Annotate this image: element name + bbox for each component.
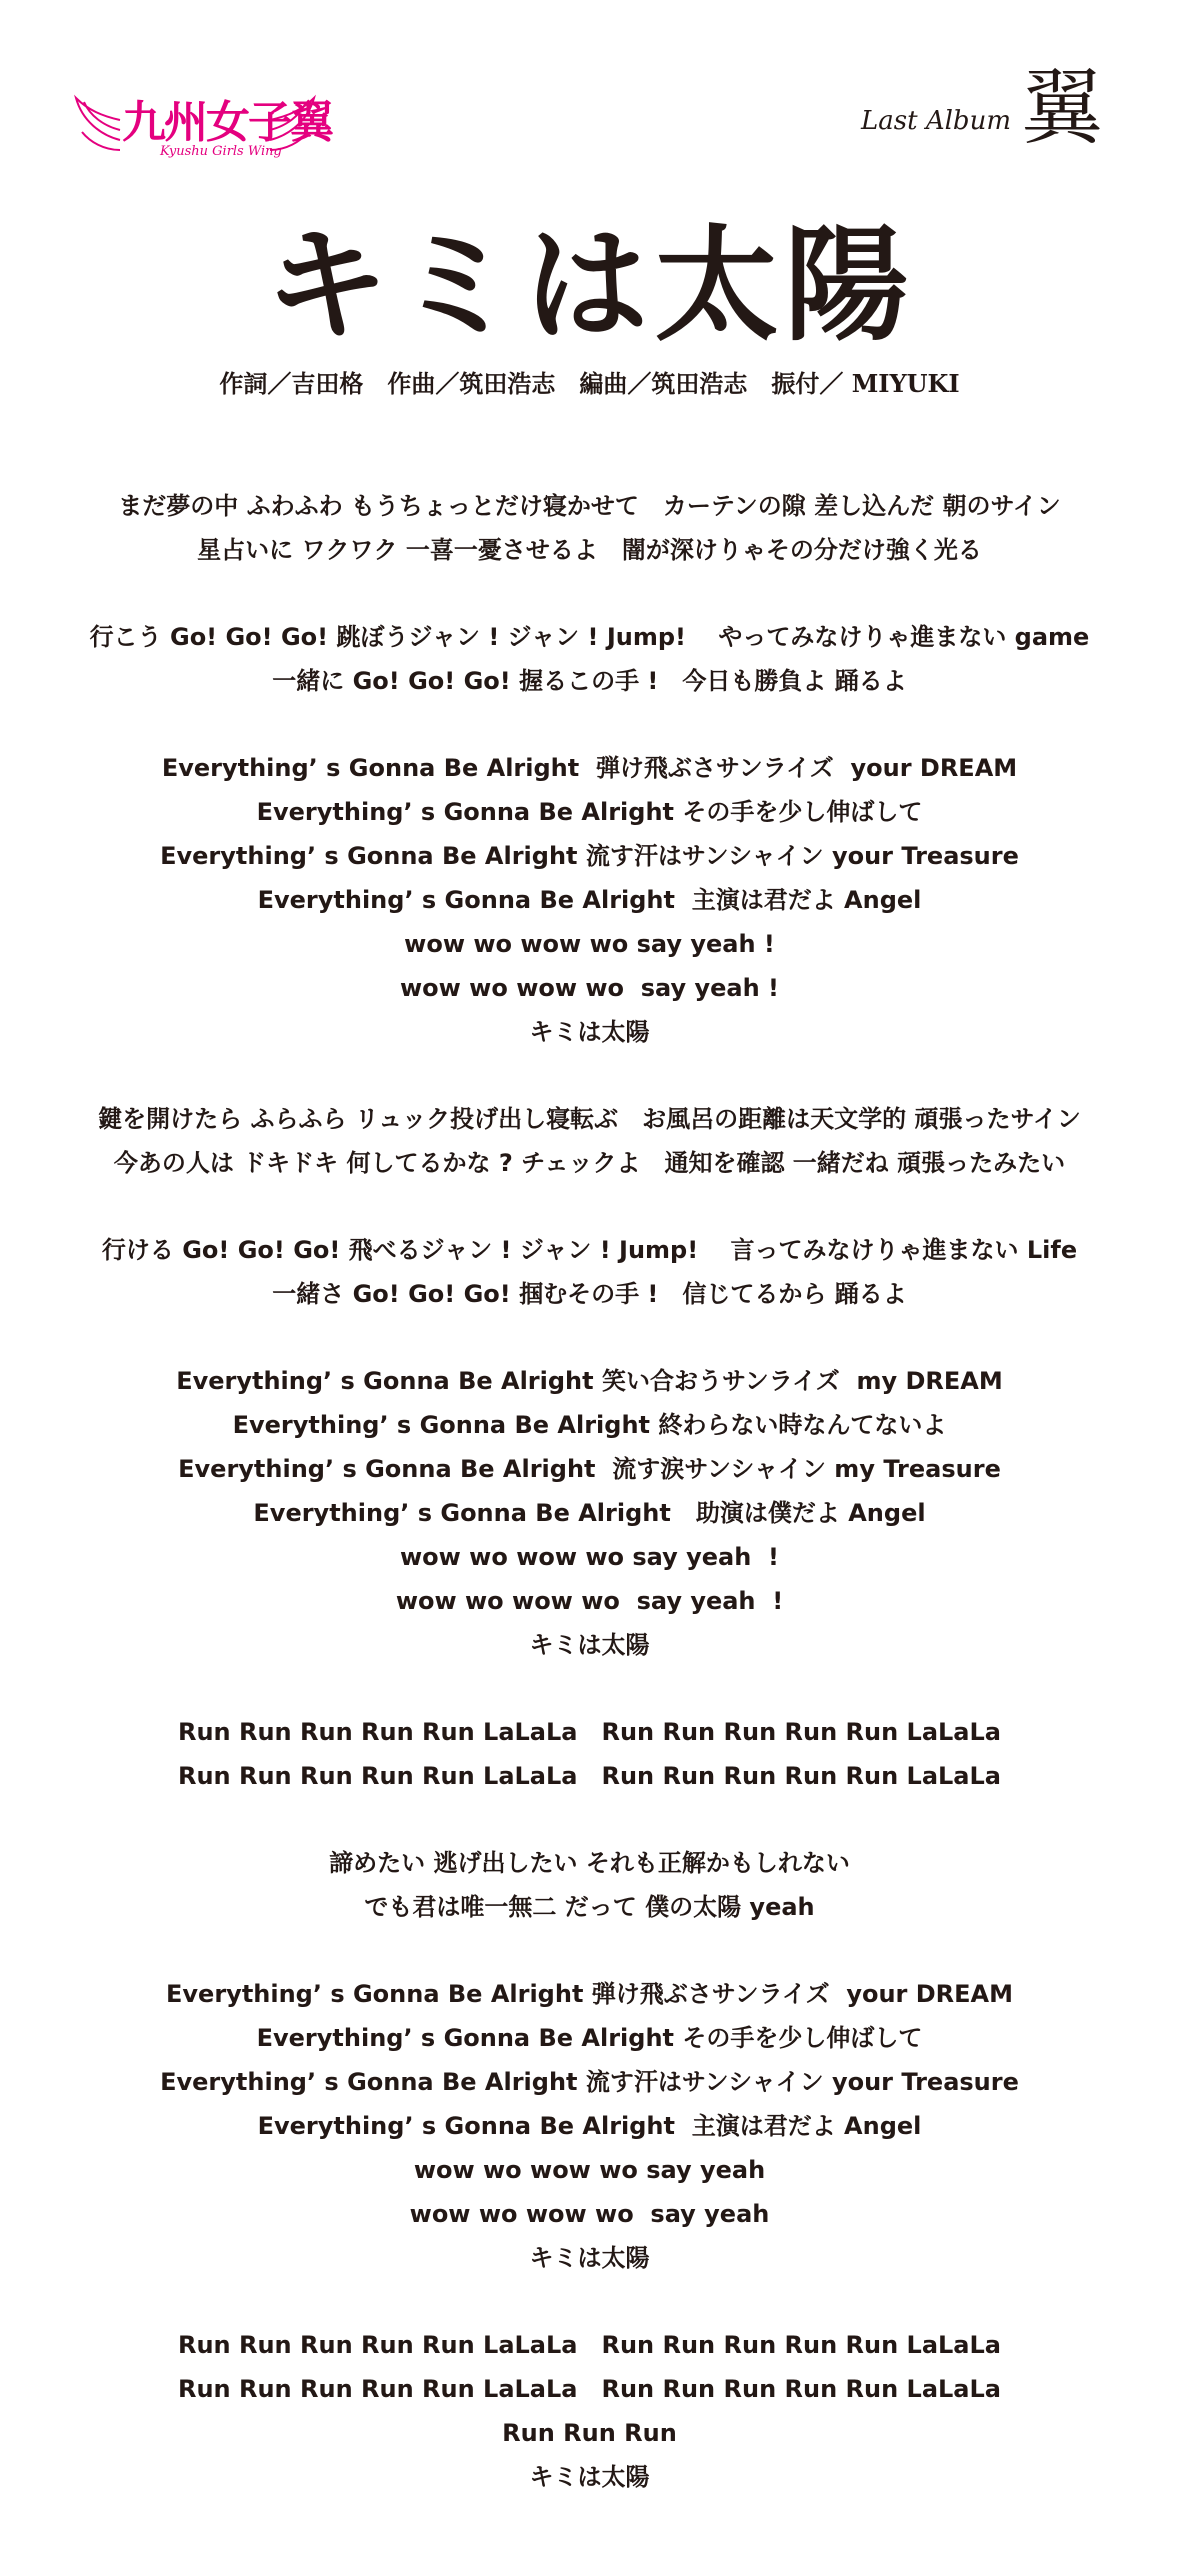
lyric-line: Run Run Run	[502, 2419, 677, 2447]
lyric-line: wow wo wow wo say yeah	[409, 2200, 770, 2228]
lyric-line: wow wo wow wo say yeah !	[399, 974, 779, 1002]
lyric-line: wow wo wow wo say yeah !	[399, 1543, 779, 1571]
logo-subtitle: Kyushu Girls Wing	[160, 144, 282, 159]
lyric-line: キミは太陽	[529, 2463, 650, 2491]
lyric-line: 一緒に Go! Go! Go! 握るこの手 ! 今日も勝負よ 踊るよ	[272, 667, 907, 695]
lyric-line: 行ける Go! Go! Go! 飛べるジャン ! ジャン ! Jump! 言ってみなけりゃ進まない Life	[101, 1236, 1078, 1264]
lyric-line: Everything’ s Gonna Be Alright 主演は君だよ Angel	[257, 2112, 922, 2140]
lyrics-stanza	[0, 1710, 1179, 1798]
lyric-line: Everything’ s Gonna Be Alright その手を少し伸ばして	[256, 2024, 923, 2052]
group-logo	[70, 80, 332, 172]
lyrics-stanza	[0, 615, 1179, 703]
album-header	[861, 61, 1103, 156]
lyric-line: Everything’ s Gonna Be Alright 弾け飛ぶさサンライズ your DREAM	[161, 754, 1018, 782]
lyric-line: キミは太陽	[529, 1018, 650, 1046]
lyric-line: Run Run Run Run Run LaLaLa Run Run Run Run Run LaLaLa	[177, 1762, 1001, 1790]
lyric-line: Everything’ s Gonna Be Alright 笑い合おうサンライズ my DREAM	[176, 1367, 1003, 1395]
lyrics-stanza	[0, 1841, 1179, 1929]
lyric-line: 一緒さ Go! Go! Go! 掴むその手 ! 信じてるから 踊るよ	[272, 1280, 907, 1308]
lyric-line: キミは太陽	[529, 1631, 650, 1659]
lyric-line: でも君は唯一無二 だって 僕の太陽 yeah	[364, 1893, 815, 1921]
lyric-line: Run Run Run Run Run LaLaLa Run Run Run Run Run LaLaLa	[177, 2375, 1001, 2403]
lyrics	[0, 484, 1179, 2542]
lyric-line: Everything’ s Gonna Be Alright 助演は僕だよ Angel	[253, 1499, 926, 1527]
song-title: キミは太陽	[264, 214, 915, 358]
lyric-line: Everything’ s Gonna Be Alright 主演は君だよ Angel	[257, 886, 922, 914]
lyrics-stanza	[0, 1972, 1179, 2280]
lyrics-stanza	[0, 1359, 1179, 1667]
logo-title: 九州女子翼	[122, 97, 332, 148]
lyric-line: 行こう Go! Go! Go! 跳ぼうジャン ! ジャン ! Jump! やってみなけりゃ進まない game	[89, 623, 1090, 651]
lyric-line: Run Run Run Run Run LaLaLa Run Run Run Run Run LaLaLa	[177, 1718, 1001, 1746]
lyric-line: wow wo wow wo say yeah	[413, 2156, 766, 2184]
lyrics-stanza	[0, 1228, 1179, 1316]
lyric-line: キミは太陽	[529, 2244, 650, 2272]
album-title: 翼	[1020, 61, 1103, 156]
lyric-line: Everything’ s Gonna Be Alright 弾け飛ぶさサンライズ your DREAM	[166, 1980, 1013, 2008]
lyric-line: Everything’ s Gonna Be Alright 流す汗はサンシャイン your Treasure	[160, 2068, 1019, 2096]
lyric-line: wow wo wow wo say yeah !	[395, 1587, 784, 1615]
lyrics-stanza	[0, 2323, 1179, 2499]
lyric-line: Run Run Run Run Run LaLaLa Run Run Run Run Run LaLaLa	[177, 2331, 1001, 2359]
lyric-line: Everything’ s Gonna Be Alright 流す涙サンシャイン my Treasure	[178, 1455, 1001, 1483]
lyric-line: wow wo wow wo say yeah !	[404, 930, 775, 958]
lyric-line: 鍵を開けたら ふらふら リュック投げ出し寝転ぶ お風呂の距離は天文学的 頑張ったサイン	[98, 1105, 1081, 1133]
lyrics-stanza	[0, 1097, 1179, 1185]
song-credits: 作詞／吉田格 作曲／筑田浩志 編曲／筑田浩志 振付／ MIYUKI	[219, 369, 960, 398]
lyrics-stanza	[0, 746, 1179, 1054]
lyric-line: Everything’ s Gonna Be Alright その手を少し伸ばして	[256, 798, 923, 826]
lyric-line: Everything’ s Gonna Be Alright 終わらない時なんてないよ	[232, 1411, 947, 1439]
lyric-line: 今あの人は ドキドキ 何してるかな ? チェックよ 通知を確認 一緒だね 頑張ったみたい	[113, 1149, 1066, 1177]
lyric-line: 星占いに ワクワク 一喜一憂させるよ 闇が深けりゃその分だけ強く光る	[197, 536, 982, 564]
lyric-line: まだ夢の中 ふわふわ もうちょっとだけ寝かせて カーテンの隙 差し込んだ 朝のサイン	[118, 492, 1061, 520]
lyric-line: 諦めたい 逃げ出したい それも正解かもしれない	[329, 1849, 850, 1877]
album-label: Last Album	[861, 106, 1011, 136]
lyrics-stanza	[0, 484, 1179, 572]
lyric-line: Everything’ s Gonna Be Alright 流す汗はサンシャイン your Treasure	[160, 842, 1019, 870]
